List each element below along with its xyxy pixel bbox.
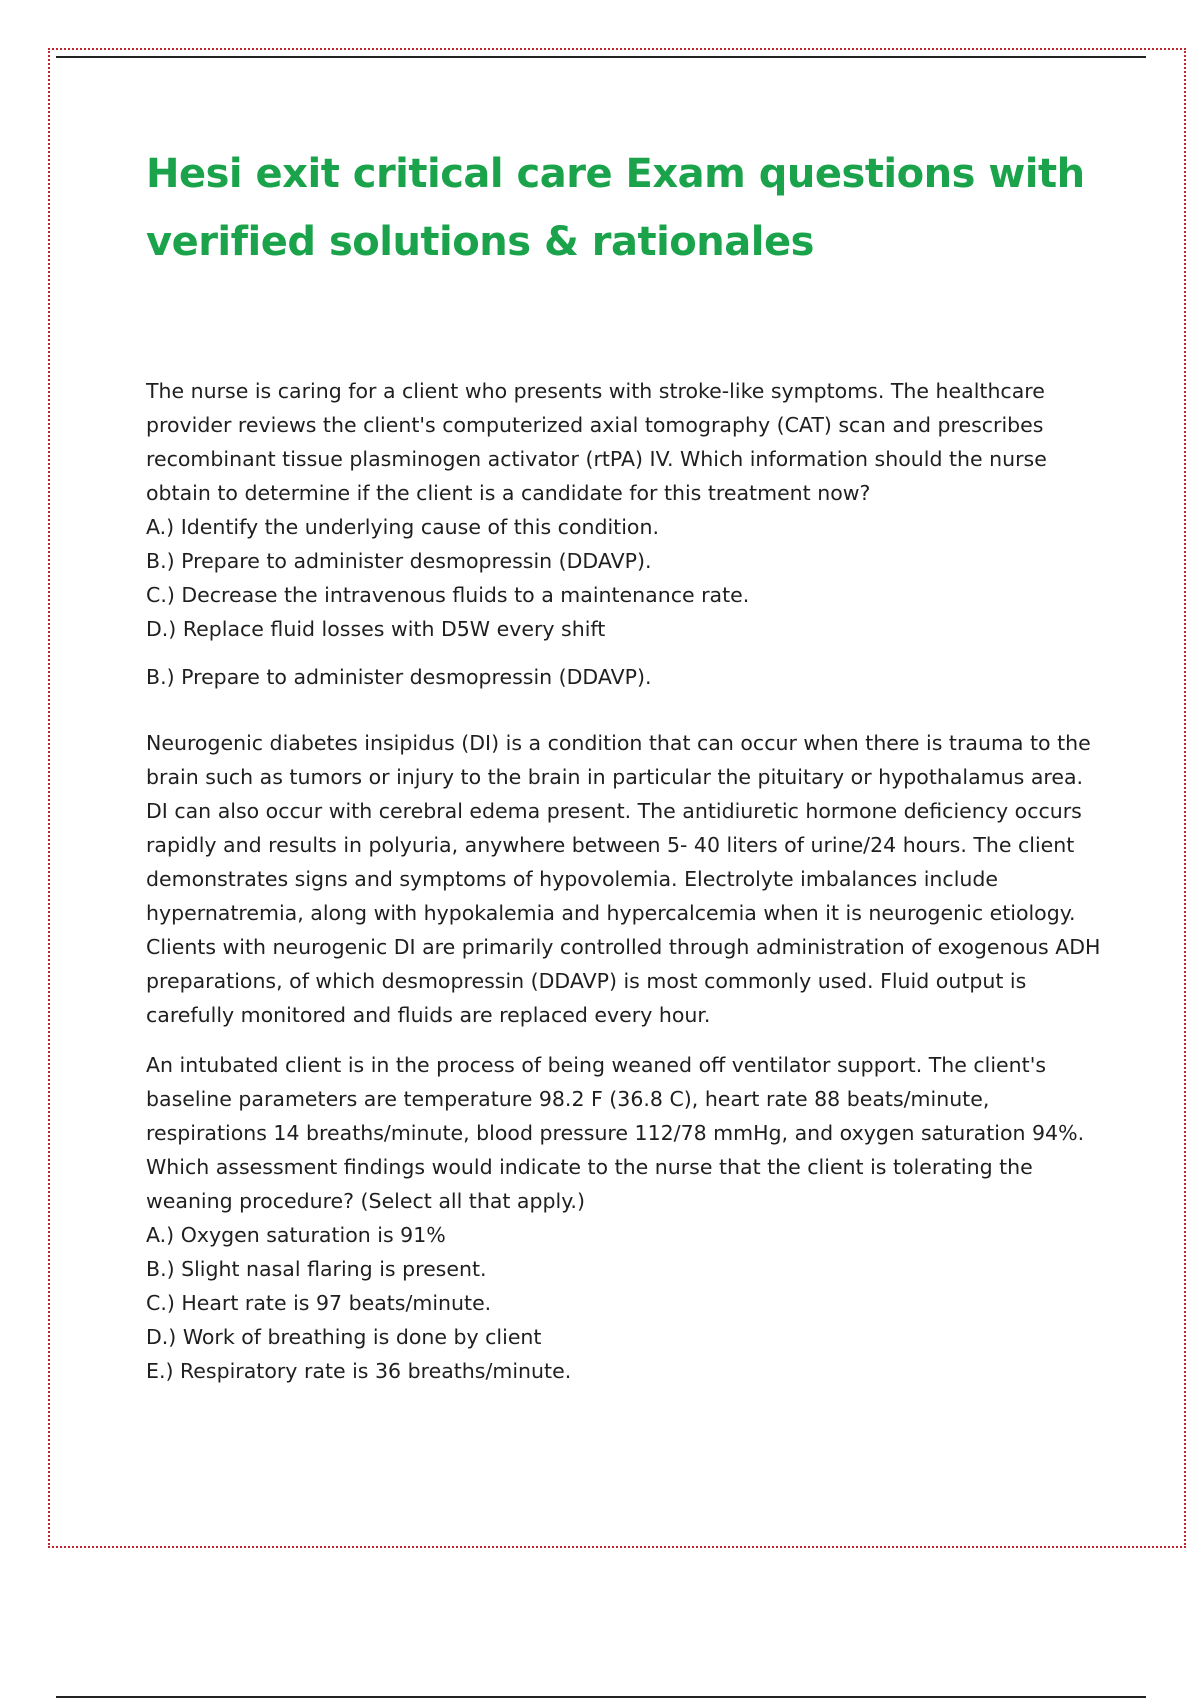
question-2-option-d: D.) Work of breathing is done by client — [146, 1325, 542, 1349]
question-2 — [146, 1048, 1106, 1388]
bottom-horizontal-rule — [56, 1696, 1146, 1698]
question-1-answer: B.) Prepare to administer desmopressin (DDAVP). — [146, 665, 652, 689]
question-1-option-a: A.) Identify the underlying cause of this condition. — [146, 515, 659, 539]
question-2-option-c: C.) Heart rate is 97 beats/minute. — [146, 1291, 492, 1315]
question-1 — [146, 374, 1106, 1032]
question-1-option-c: C.) Decrease the intravenous fluids to a maintenance rate. — [146, 583, 750, 607]
document-title: Hesi exit critical care Exam questions with verified solutions & rationales — [146, 151, 1085, 265]
question-1-option-d: D.) Replace fluid losses with D5W every shift — [146, 617, 606, 641]
question-1-option-b: B.) Prepare to administer desmopressin (DDAVP). — [146, 549, 652, 573]
question-2-option-e: E.) Respiratory rate is 36 breaths/minute. — [146, 1359, 572, 1383]
question-2-options — [146, 1218, 1106, 1388]
question-1-rationale: Neurogenic diabetes insipidus (DI) is a condition that can occur when there is trauma to the brain such as tumors or injury to the brain in particular the pituitary or hypothalamus area. DI can also occur with cerebral edema present. The antidiuretic hormone deficiency occurs rapidly and results in polyuria, anywhere between 5- 40 liters of urine/24 hours. The client demonstrates signs and symptoms of hypovolemia. Electrolyte imbalances include hypernatremia, along with hypokalemia and hypercalcemia when it is neurogenic etiology. Clients with neurogenic DI are primarily controlled through administration of exogenous ADH preparations, of which desmopressin (DDAVP) is most commonly used. Fluid output is carefully monitored and fluids are replaced every hour. — [146, 731, 1101, 1027]
top-horizontal-rule — [56, 56, 1146, 58]
question-1-stem: The nurse is caring for a client who presents with stroke-like symptoms. The healthcare provider reviews the client's computerized axial tomography (CAT) scan and prescribes recombinant tissue plasminogen activator (rtPA) IV. Which information should the nurse obtain to determine if the client is a candidate for this treatment now? — [146, 379, 1047, 505]
question-2-stem: An intubated client is in the process of being weaned off ventilator support. The client's baseline parameters are temperature 98.2 F (36.8 C), heart rate 88 beats/minute, respirations 14 breaths/minute, blood pressure 112/78 mmHg, and oxygen saturation 94%. Which assessment findings would indicate to the nurse that the client is tolerating the weaning procedure? (Select all that apply.) — [146, 1053, 1085, 1213]
question-2-option-b: B.) Slight nasal flaring is present. — [146, 1257, 487, 1281]
question-2-option-a: A.) Oxygen saturation is 91% — [146, 1223, 446, 1247]
document-body — [146, 374, 1106, 1388]
question-1-options — [146, 510, 1106, 646]
